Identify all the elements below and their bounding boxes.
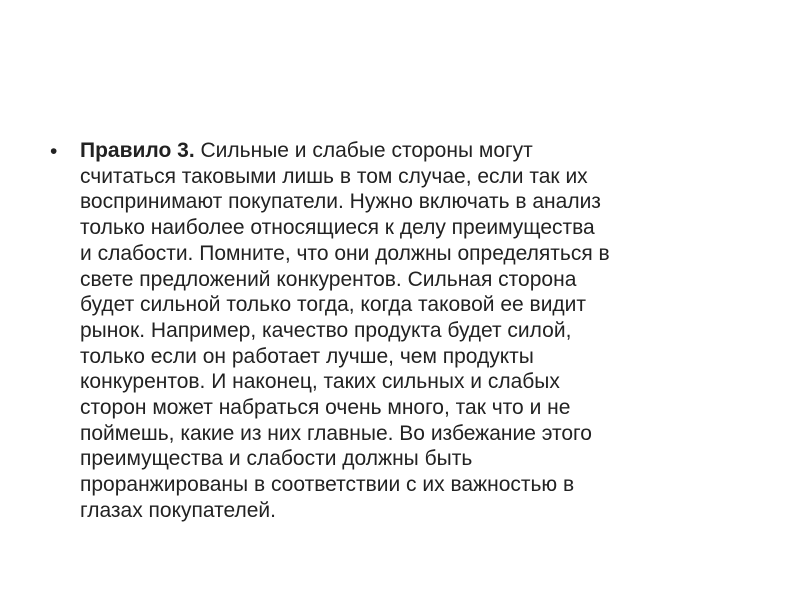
- paragraph-line-14: проранжированы в соответствии с их важностью в: [80, 473, 575, 497]
- paragraph-line-4: только наиболее относящиеся к делу преимущества: [80, 216, 595, 240]
- paragraph-line-1-text: Сильные и слабые стороны могут: [200, 139, 533, 162]
- paragraph-line-11: сторон может набраться очень много, так что и не: [80, 396, 571, 420]
- paragraph-line-13: преимущества и слабости должны быть: [80, 447, 473, 471]
- rule-paragraph: [80, 138, 750, 524]
- paragraph-line-8: рынок. Например, качество продукта будет силой,: [80, 318, 572, 342]
- paragraph-line-3: воспринимают покупатели. Нужно включать в анализ: [80, 190, 601, 214]
- bullet-dot-icon: [50, 138, 80, 165]
- paragraph-line-1: [80, 138, 750, 164]
- paragraph-line-6: свете предложений конкурентов. Сильная сторона: [80, 267, 577, 291]
- paragraph-line-5: и слабости. Помните, что они должны определяться в: [80, 241, 610, 265]
- paragraph-line-10: конкурентов. И наконец, таких сильных и слабых: [80, 370, 560, 394]
- paragraph-line-12: поймешь, какие из них главные. Во избежание этого: [80, 421, 592, 445]
- paragraph-line-2: считаться таковыми лишь в том случае, если так их: [80, 164, 588, 188]
- bullet-item-rule-3: [50, 138, 750, 524]
- rule-title: Правило 3.: [80, 139, 195, 162]
- paragraph-line-9: только если он работает лучше, чем продукты: [80, 344, 534, 368]
- paragraph-line-15: глазах покупателей.: [80, 498, 276, 522]
- paragraph-line-7: будет сильной только тогда, когда таковой ее видит: [80, 293, 587, 317]
